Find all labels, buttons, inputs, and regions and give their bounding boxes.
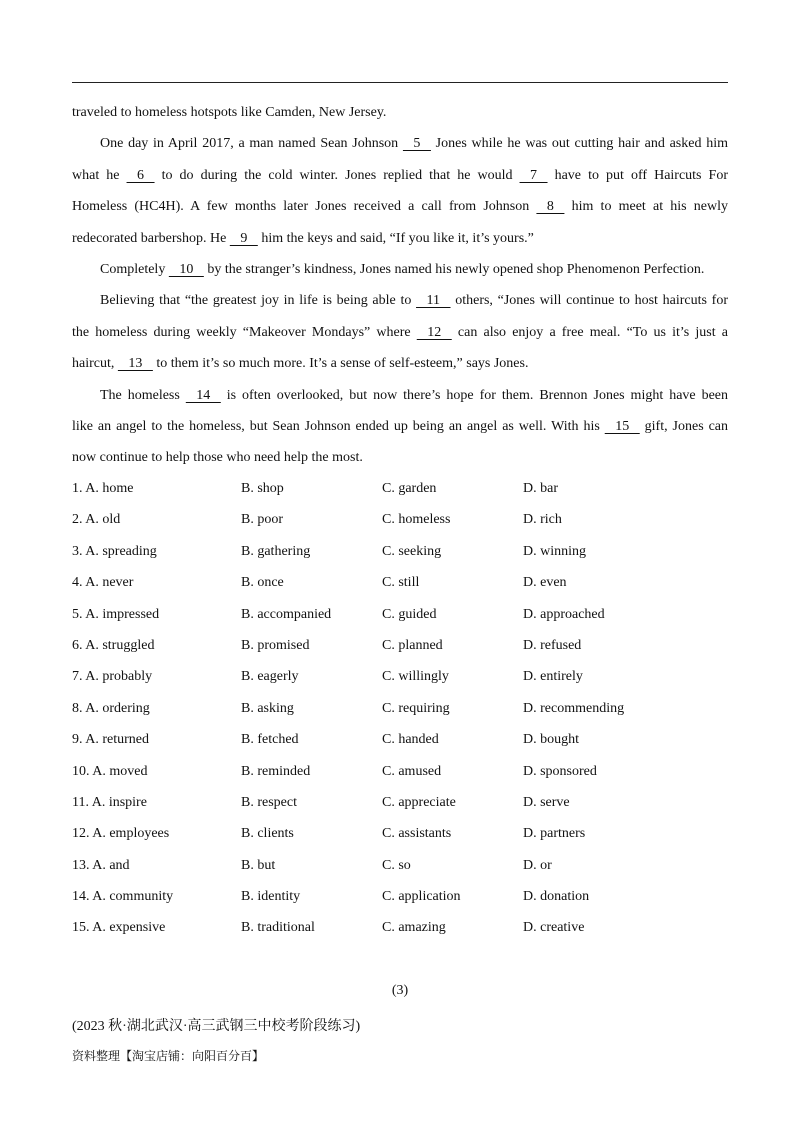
option-b: B. eagerly	[241, 669, 299, 685]
option-b: B. poor	[241, 512, 283, 528]
option-a: 6. A. struggled	[72, 637, 155, 653]
passage-line	[72, 97, 728, 128]
passage-line	[72, 160, 728, 191]
option-b: B. reminded	[241, 763, 311, 779]
credit-line: 资料整理【淘宝店铺：向阳百分百】	[72, 1049, 265, 1063]
option-row	[72, 599, 728, 630]
option-row	[72, 912, 728, 943]
passage-text: what he	[72, 167, 127, 183]
passage-text: Jones while he was out cutting hair and asked him	[430, 136, 728, 152]
passage-text: like an angel to the homeless, but Sean Johnson ended up being an angel as well. With his	[72, 418, 605, 434]
option-d: D. entirely	[523, 669, 583, 685]
passage-text: to do during the cold winter. Jones replied that he would	[154, 167, 520, 183]
option-row	[72, 693, 728, 724]
option-row	[72, 630, 728, 661]
option-c: C. handed	[382, 732, 439, 748]
passage-text: can also enjoy a free meal. “To us it’s just a	[451, 324, 728, 340]
passage-text: by the stranger’s kindness, Jones named his newly opened shop Phenomenon Perfection.	[203, 261, 705, 277]
option-c: C. amused	[382, 763, 442, 779]
option-row	[72, 724, 728, 755]
blank-11: 11	[416, 293, 451, 309]
option-c: C. willingly	[382, 669, 449, 685]
option-b: B. respect	[241, 794, 297, 810]
option-row	[72, 661, 728, 692]
blank-6: 6	[126, 167, 155, 183]
blank-14: 14	[185, 387, 221, 403]
option-a: 15. A. expensive	[72, 920, 166, 936]
passage-text: is often overlooked, but now there’s hope for them. Brennon Jones might have been	[220, 387, 729, 403]
passage-text: others, “Jones will continue to host haircuts for	[450, 293, 728, 309]
option-b: B. clients	[241, 826, 294, 842]
top-rule	[72, 82, 728, 83]
option-a: 3. A. spreading	[72, 543, 157, 559]
passage-text: now continue to help those who need help the most.	[72, 450, 363, 466]
passage-line	[72, 128, 728, 159]
option-row	[72, 473, 728, 504]
option-row	[72, 504, 728, 535]
option-row	[72, 850, 728, 881]
option-c: C. so	[382, 857, 411, 873]
option-a: 5. A. impressed	[72, 606, 160, 622]
passage-line	[72, 348, 728, 379]
option-c: C. assistants	[382, 826, 452, 842]
option-b: B. asking	[241, 700, 294, 716]
option-a: 14. A. community	[72, 889, 174, 905]
option-row	[72, 536, 728, 567]
passage-text: Homeless (HC4H). A few months later Jones received a call from Johnson	[72, 199, 537, 215]
passage-text: to them it’s so much more. It’s a sense of self-esteem,” says Jones.	[152, 356, 529, 372]
option-c: C. requiring	[382, 700, 450, 716]
option-c: C. planned	[382, 637, 443, 653]
option-d: D. or	[523, 857, 552, 873]
passage-line	[72, 380, 728, 411]
option-a: 7. A. probably	[72, 669, 153, 685]
option-c: C. amazing	[382, 920, 446, 936]
passage-text: The homeless	[100, 387, 186, 403]
passage-line	[72, 442, 728, 473]
option-b: B. traditional	[241, 920, 315, 936]
option-d: D. winning	[523, 543, 586, 559]
option-d: D. even	[523, 575, 567, 591]
option-b: B. but	[241, 857, 276, 873]
option-b: B. shop	[241, 481, 284, 496]
option-c: C. appreciate	[382, 794, 456, 810]
passage-line	[72, 285, 728, 316]
option-c: C. still	[382, 575, 420, 591]
option-c: C. guided	[382, 606, 437, 622]
option-row	[72, 787, 728, 818]
blank-5: 5	[402, 136, 431, 152]
blank-8: 8	[536, 199, 565, 215]
option-c: C. garden	[382, 481, 437, 496]
option-row	[72, 881, 728, 912]
option-b: B. once	[241, 575, 284, 591]
option-d: D. sponsored	[523, 763, 597, 779]
passage-text: Believing that “the greatest joy in life is being able to	[100, 293, 417, 309]
blank-13: 13	[117, 356, 153, 372]
option-a: 12. A. employees	[72, 826, 170, 842]
option-d: D. serve	[523, 794, 570, 810]
blank-12: 12	[416, 324, 452, 340]
option-c: C. application	[382, 889, 461, 905]
passage-line	[72, 254, 728, 285]
blank-9: 9	[229, 230, 258, 246]
option-d: D. approached	[523, 606, 605, 622]
passage-line	[72, 411, 728, 442]
option-d: D. rich	[523, 512, 562, 528]
passage-line	[72, 317, 728, 348]
option-a: 2. A. old	[72, 512, 121, 528]
passage-text: the homeless during weekly “Makeover Mondays” where	[72, 324, 417, 340]
option-row	[72, 818, 728, 849]
option-a: 1. A. home	[72, 481, 134, 496]
passage-text: him to meet at his newly	[564, 199, 729, 215]
blank-15: 15	[604, 418, 640, 434]
passage-text: haircut,	[72, 356, 118, 372]
passage-text: traveled to homeless hotspots like Camden, New Jersey.	[72, 105, 387, 120]
option-a: 11. A. inspire	[72, 794, 147, 810]
source-line: (2023 秋·湖北武汉·高三武钢三中校考阶段练习)	[72, 1019, 361, 1034]
option-c: C. homeless	[382, 512, 451, 528]
option-b: B. identity	[241, 889, 301, 905]
option-b: B. promised	[241, 637, 310, 653]
option-a: 4. A. never	[72, 575, 134, 591]
passage-line	[72, 223, 728, 254]
passage-text: him the keys and said, “If you like it, it’s yours.”	[257, 230, 534, 246]
option-b: B. accompanied	[241, 606, 332, 622]
answer-options	[72, 473, 728, 944]
option-row	[72, 567, 728, 598]
passage-line	[72, 191, 728, 222]
passage-text: redecorated barbershop. He	[72, 230, 230, 246]
option-c: C. seeking	[382, 543, 442, 559]
page-number: (3)	[391, 983, 409, 998]
option-row	[72, 756, 728, 787]
option-d: D. bought	[523, 732, 579, 748]
option-d: D. bar	[523, 481, 558, 496]
option-b: B. fetched	[241, 732, 299, 748]
cloze-passage	[72, 97, 728, 474]
passage-text: Completely	[100, 261, 169, 277]
option-a: 10. A. moved	[72, 763, 148, 779]
option-d: D. creative	[523, 920, 585, 936]
option-a: 13. A. and	[72, 857, 130, 873]
option-d: D. refused	[523, 637, 582, 653]
passage-text: have to put off Haircuts For	[547, 167, 729, 183]
passage-text: gift, Jones can	[639, 418, 729, 434]
option-a: 9. A. returned	[72, 732, 149, 748]
option-d: D. donation	[523, 889, 590, 905]
blank-7: 7	[519, 167, 548, 183]
blank-10: 10	[168, 261, 204, 277]
option-d: D. recommending	[523, 700, 625, 716]
option-b: B. gathering	[241, 543, 311, 559]
option-d: D. partners	[523, 826, 586, 842]
option-a: 8. A. ordering	[72, 700, 150, 716]
passage-text: One day in April 2017, a man named Sean Johnson	[100, 136, 403, 152]
